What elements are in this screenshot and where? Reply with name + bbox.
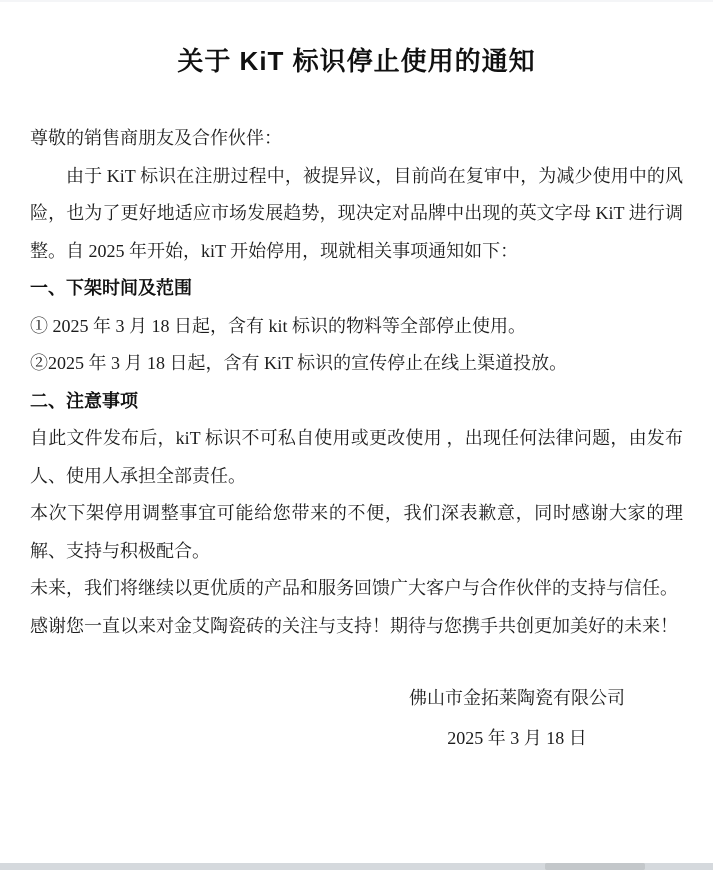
signature-date: 2025 年 3 月 18 日 bbox=[447, 727, 587, 748]
signature-block bbox=[30, 680, 625, 758]
horizontal-scrollbar[interactable] bbox=[0, 863, 713, 870]
horizontal-scrollbar-thumb[interactable] bbox=[545, 863, 645, 870]
section2-paragraph-1: 自此文件发布后，kiT 标识不可私自使用或更改使用 ，出现任何法律问题，由发布人、使用人承担全部责任。 bbox=[30, 428, 683, 486]
intro-paragraph: 由于 KiT 标识在注册过程中，被提异议，目前尚在复审中，为减少使用中的风险，也为了更好地适应市场发展趋势，现决定对品牌中出现的英文字母 KiT 进行调整。自 2025 年开始，kiT 开始停用，现就相关事项通知如下： bbox=[30, 165, 683, 261]
section1-item-2: ②2025 年 3 月 18 日起，含有 KiT 标识的宣传停止在线上渠道投放。 bbox=[30, 353, 568, 373]
section2-heading: 二、注意事项 bbox=[30, 390, 138, 411]
salutation-line: 尊敬的销售商朋友及合作伙伴： bbox=[30, 128, 282, 148]
signature-inner bbox=[409, 680, 625, 758]
section2-paragraph-3: 未来，我们将继续以更优质的产品和服务回馈广大客户与合作伙伴的支持与信任。 bbox=[30, 578, 678, 598]
document-title: 关于 KiT 标识停止使用的通知 bbox=[177, 46, 536, 76]
document-content bbox=[0, 2, 713, 758]
section1-item-1: ① 2025 年 3 月 18 日起，含有 kit 标识的物料等全部停止使用。 bbox=[30, 315, 526, 336]
section2-paragraph-2: 本次下架停用调整事宜可能给您带来的不便，我们深表歉意，同时感谢大家的理解、支持与积极配合。 bbox=[30, 503, 683, 561]
section2-paragraph-4: 感谢您一直以来对金艾陶瓷砖的关注与支持！期待与您携手共创更加美好的未来！ bbox=[30, 615, 678, 636]
signature-company: 佛山市金拓莱陶瓷有限公司 bbox=[409, 688, 625, 708]
section1-heading: 一、下架时间及范围 bbox=[30, 278, 192, 298]
